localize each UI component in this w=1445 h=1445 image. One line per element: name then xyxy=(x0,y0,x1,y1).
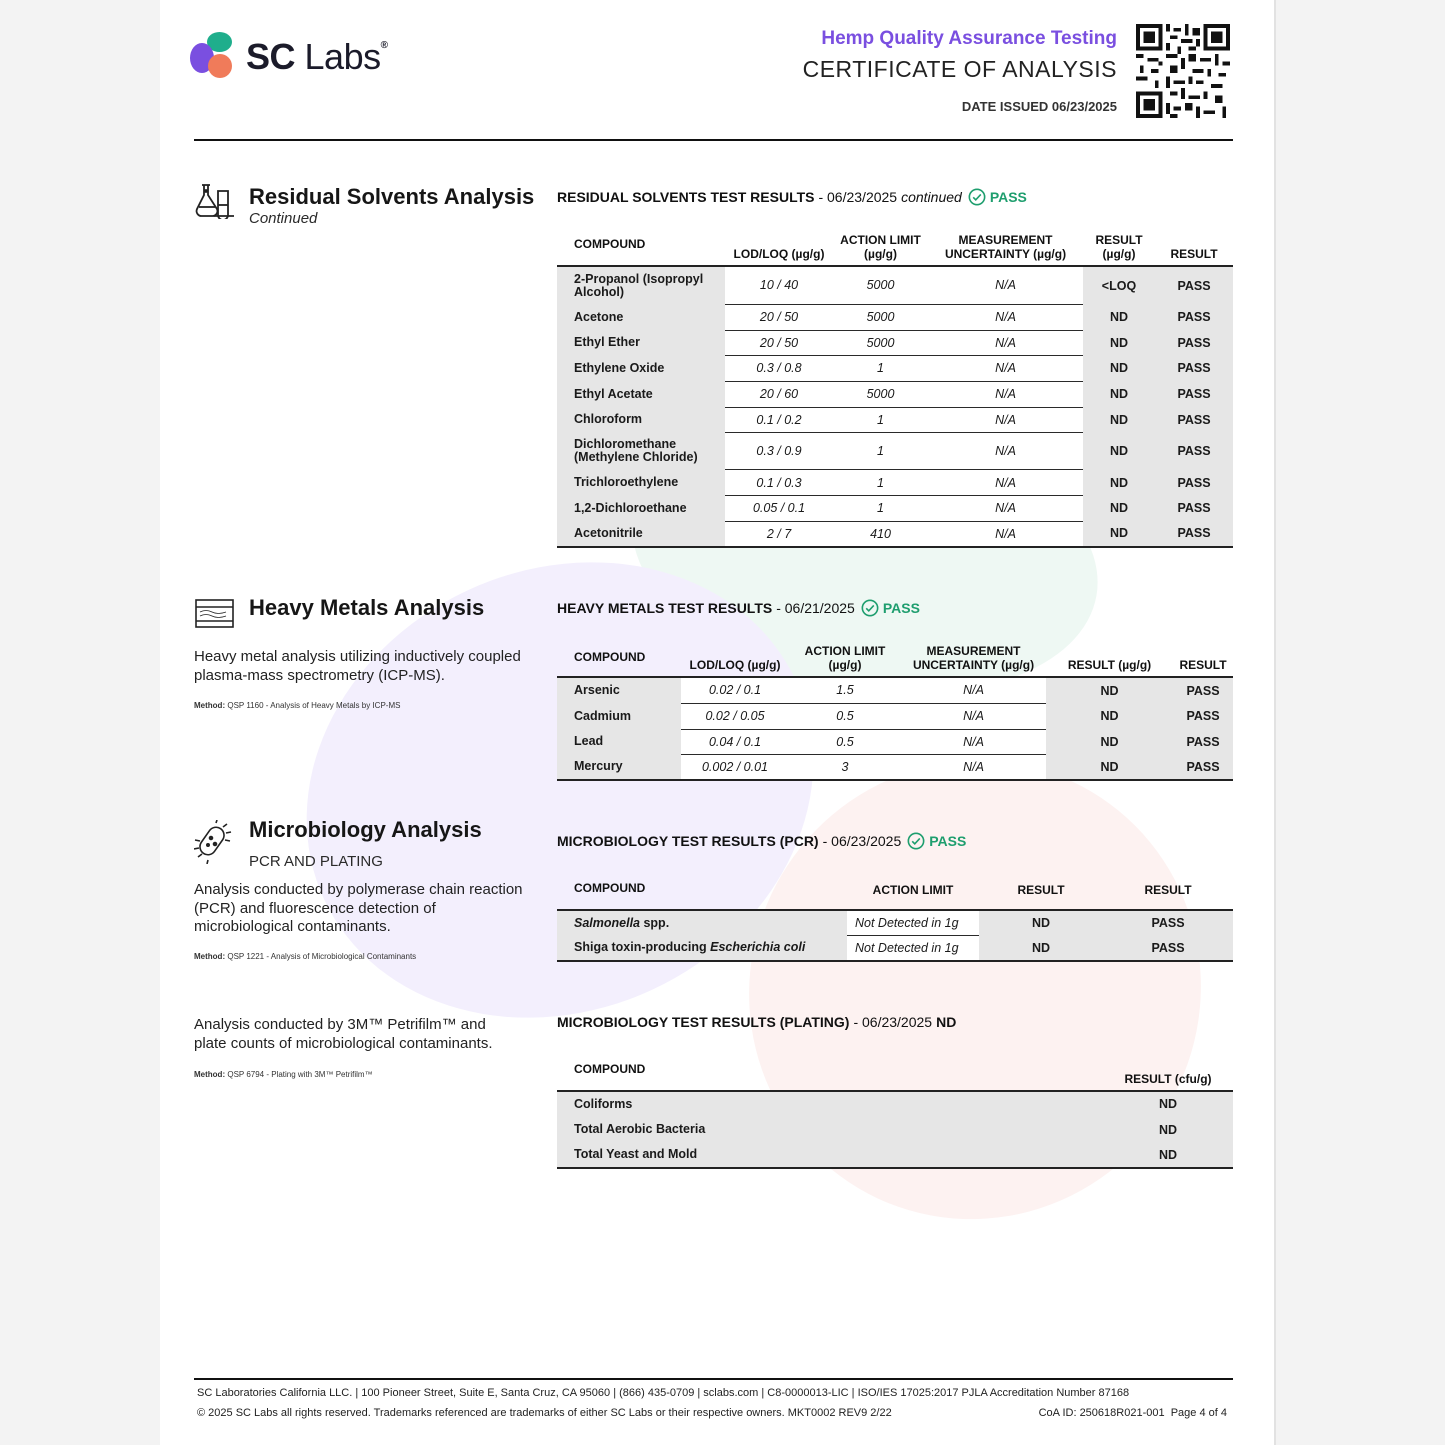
col-action-limit: ACTION LIMIT xyxy=(872,882,954,897)
table-row xyxy=(557,677,1233,703)
action-limit-value: 0.5 xyxy=(789,729,901,755)
date-issued: DATE ISSUED 06/23/2025 xyxy=(961,99,1117,114)
metal-sheet-icon xyxy=(194,598,236,630)
table-row xyxy=(557,1091,1233,1117)
logo-dot-orange xyxy=(208,54,232,78)
result-status: PASS xyxy=(1155,381,1233,407)
table-row xyxy=(557,407,1233,433)
micro-description: Analysis conducted by polymerase chain reaction (PCR) and fluorescence detection of microbiological contaminants. xyxy=(194,881,523,935)
result-value: ND xyxy=(1103,1091,1233,1117)
result-value: ND xyxy=(1083,356,1155,382)
result-status: PASS xyxy=(1155,496,1233,522)
residual-table-date: - 06/23/2025 xyxy=(818,189,898,205)
result-value: ND xyxy=(1083,407,1155,433)
metals-title: Heavy Metals Analysis xyxy=(249,595,485,620)
micro-title: Microbiology Analysis xyxy=(249,817,482,842)
residual-title: Residual Solvents Analysis xyxy=(249,184,535,209)
coa-id: CoA ID: 250618R021-001 xyxy=(1038,1407,1165,1419)
compound-name: Chloroform xyxy=(557,407,725,433)
action-limit-value: 1 xyxy=(833,407,928,433)
micro-subtitle: PCR AND PLATING xyxy=(249,853,383,870)
footer-company-line: SC Laboratories California LLC. | 100 Pioneer Street, Suite E, Santa Cruz, CA 95060 | (866) 435-0709 | sclabs.com | C8-0000013-LIC | ISO/IES 17025:2017 PJLA Accreditation Number 87168 xyxy=(197,1387,1130,1399)
micro-method xyxy=(194,952,416,961)
table-row xyxy=(557,266,1233,304)
lod-loq-value: 0.3 / 0.8 xyxy=(725,356,833,382)
lod-loq-value: 20 / 60 xyxy=(725,381,833,407)
metals-table-title xyxy=(557,599,920,617)
pcr-table-heading: MICROBIOLOGY TEST RESULTS (PCR) xyxy=(557,833,819,849)
table-row xyxy=(557,330,1233,356)
pcr-status: PASS xyxy=(929,833,967,849)
uncertainty-value: N/A xyxy=(901,729,1046,755)
lod-loq-value: 0.02 / 0.1 xyxy=(681,677,789,703)
action-limit-value: 5000 xyxy=(833,266,928,304)
compound-name: 2-Propanol (Isopropyl Alcohol) xyxy=(557,266,725,304)
action-limit-value: Not Detected in 1g xyxy=(847,936,979,962)
lod-loq-value: 0.04 / 0.1 xyxy=(681,729,789,755)
lod-loq-value: 0.02 / 0.05 xyxy=(681,703,789,729)
action-limit-value: 5000 xyxy=(833,381,928,407)
result-value: ND xyxy=(1103,1142,1233,1168)
table-row xyxy=(557,381,1233,407)
table-row xyxy=(557,356,1233,382)
bacteria-icon xyxy=(194,820,234,864)
table-row xyxy=(557,729,1233,755)
compound-name: Cadmium xyxy=(557,703,681,729)
plating-status: ND xyxy=(936,1014,957,1030)
compound-name: Arsenic xyxy=(557,677,681,703)
col-compound: COMPOUND xyxy=(574,1062,646,1076)
footer-divider xyxy=(194,1378,1233,1380)
col-uncertainty: MEASUREMENT UNCERTAINTY (µg/g) xyxy=(944,233,1067,261)
compound-name-italic: Escherichia coli xyxy=(710,940,806,955)
col-result-value: RESULT (µg/g) xyxy=(1095,233,1143,261)
check-circle-icon xyxy=(968,188,986,206)
lod-loq-value: 20 / 50 xyxy=(725,304,833,330)
plating-method-text: QSP 6794 - Plating with 3M™ Petrifilm™ xyxy=(227,1070,373,1079)
result-value: ND xyxy=(1083,496,1155,522)
footer-copyright: © 2025 SC Labs all rights reserved. Trademarks referenced are trademarks of either SC Labs or their respective owners. MKT0002 REV9 2/22 xyxy=(197,1407,892,1419)
uncertainty-value: N/A xyxy=(901,703,1046,729)
uncertainty-value: N/A xyxy=(901,677,1046,703)
table-row xyxy=(557,755,1233,781)
lod-loq-value: 10 / 40 xyxy=(725,266,833,304)
header-divider xyxy=(194,139,1233,141)
col-compound: COMPOUND xyxy=(574,649,646,664)
result-status: PASS xyxy=(1155,433,1233,470)
col-lod-loq: LOD/LOQ (µg/g) xyxy=(689,658,781,672)
page-number: Page 4 of 4 xyxy=(1170,1407,1227,1419)
logo-labs: Labs xyxy=(304,36,381,77)
uncertainty-value: N/A xyxy=(928,266,1083,304)
uncertainty-value: N/A xyxy=(901,755,1046,781)
plating-method xyxy=(194,1070,373,1079)
result-value: ND xyxy=(1083,433,1155,470)
col-result-cfu: RESULT (cfu/g) xyxy=(1124,1072,1212,1086)
col-lod-loq: LOD/LOQ (µg/g) xyxy=(733,247,825,261)
result-status: PASS xyxy=(1155,470,1233,496)
residual-table-heading: RESIDUAL SOLVENTS TEST RESULTS xyxy=(557,189,815,205)
uncertainty-value: N/A xyxy=(928,330,1083,356)
compound-name: Trichloroethylene xyxy=(557,470,725,496)
action-limit-value: 410 xyxy=(833,521,928,547)
page-edge xyxy=(1274,0,1276,1445)
col-result-value: RESULT xyxy=(1017,882,1065,897)
result-status: PASS xyxy=(1103,936,1233,962)
col-compound: COMPOUND xyxy=(574,880,646,895)
result-status: PASS xyxy=(1155,266,1233,304)
lod-loq-value: 20 / 50 xyxy=(725,330,833,356)
result-value: ND xyxy=(979,910,1103,936)
qr-code-icon[interactable] xyxy=(1136,24,1230,118)
action-limit-value: Not Detected in 1g xyxy=(847,910,979,936)
compound-name-suffix: spp. xyxy=(640,915,670,930)
compound-name xyxy=(557,910,847,936)
plating-table-title xyxy=(557,1014,956,1030)
table-row xyxy=(557,1142,1233,1168)
flask-icon xyxy=(194,181,236,219)
compound-name: Coliforms xyxy=(557,1091,1103,1117)
compound-name: Acetonitrile xyxy=(557,521,725,547)
compound-name: 1,2-Dichloroethane xyxy=(557,496,725,522)
lod-loq-value: 0.3 / 0.9 xyxy=(725,433,833,470)
uncertainty-value: N/A xyxy=(928,496,1083,522)
result-value: ND xyxy=(1046,755,1173,781)
col-result: RESULT xyxy=(1144,882,1192,897)
result-status: PASS xyxy=(1155,521,1233,547)
uncertainty-value: N/A xyxy=(928,407,1083,433)
plating-description: Analysis conducted by 3M™ Petrifilm™ and plate counts of microbiological contaminants. xyxy=(194,1016,493,1052)
action-limit-value: 5000 xyxy=(833,304,928,330)
compound-name: Total Yeast and Mold xyxy=(557,1142,1103,1168)
result-value: ND xyxy=(1083,521,1155,547)
table-row xyxy=(557,703,1233,729)
residual-table-title xyxy=(557,188,1027,206)
col-result-value: RESULT (µg/g) xyxy=(1067,658,1152,672)
table-row xyxy=(557,496,1233,522)
pcr-table xyxy=(557,870,1233,962)
result-value: ND xyxy=(979,936,1103,962)
metals-description: Heavy metal analysis utilizing inductively coupled plasma-mass spectrometry (ICP-MS). xyxy=(194,648,521,684)
uncertainty-value: N/A xyxy=(928,470,1083,496)
action-limit-value: 5000 xyxy=(833,330,928,356)
table-row xyxy=(557,1117,1233,1143)
col-uncertainty: MEASUREMENT UNCERTAINTY (µg/g) xyxy=(912,644,1035,672)
lod-loq-value: 0.002 / 0.01 xyxy=(681,755,789,781)
pcr-table-date: - 06/23/2025 xyxy=(822,833,902,849)
table-row xyxy=(557,936,1233,962)
compound-name: Total Aerobic Bacteria xyxy=(557,1117,1103,1143)
result-status: PASS xyxy=(1173,703,1233,729)
table-row xyxy=(557,433,1233,470)
micro-method-text: QSP 1221 - Analysis of Microbiological Contaminants xyxy=(227,952,417,961)
plating-method-label: Method: xyxy=(194,1070,226,1079)
pcr-table-title xyxy=(557,832,966,850)
metals-table-date: - 06/21/2025 xyxy=(776,600,855,616)
uncertainty-value: N/A xyxy=(928,381,1083,407)
compound-name: Ethyl Acetate xyxy=(557,381,725,407)
plating-table-heading: MICROBIOLOGY TEST RESULTS (PLATING) xyxy=(557,1014,850,1030)
uncertainty-value: N/A xyxy=(928,356,1083,382)
col-result: RESULT xyxy=(1170,247,1218,261)
residual-subtitle: Continued xyxy=(249,210,318,227)
result-value: ND xyxy=(1083,304,1155,330)
result-value: ND xyxy=(1083,470,1155,496)
residual-table-continued: continued xyxy=(901,189,962,205)
heavy-metals-table xyxy=(557,641,1233,781)
action-limit-value: 1 xyxy=(833,356,928,382)
micro-method-label: Method: xyxy=(194,952,226,961)
uncertainty-value: N/A xyxy=(928,521,1083,547)
table-row xyxy=(557,521,1233,547)
residual-status: PASS xyxy=(989,189,1027,205)
lod-loq-value: 0.1 / 0.3 xyxy=(725,470,833,496)
metals-method xyxy=(194,701,400,710)
check-circle-icon xyxy=(861,599,879,617)
compound-name: Ethyl Ether xyxy=(557,330,725,356)
uncertainty-value: N/A xyxy=(928,304,1083,330)
result-value: ND xyxy=(1083,330,1155,356)
result-status: PASS xyxy=(1173,677,1233,703)
compound-name xyxy=(557,936,847,962)
action-limit-value: 1.5 xyxy=(789,677,901,703)
compound-name: Ethylene Oxide xyxy=(557,356,725,382)
col-compound: COMPOUND xyxy=(574,236,646,251)
table-row xyxy=(557,304,1233,330)
lod-loq-value: 0.1 / 0.2 xyxy=(725,407,833,433)
result-status: PASS xyxy=(1173,755,1233,781)
header-title: CERTIFICATE OF ANALYSIS xyxy=(802,56,1117,82)
result-status: PASS xyxy=(1155,407,1233,433)
logo-registered: ® xyxy=(380,40,388,51)
action-limit-value: 1 xyxy=(833,433,928,470)
logo-sc: SC xyxy=(246,36,296,77)
lod-loq-value: 0.05 / 0.1 xyxy=(725,496,833,522)
result-value: ND xyxy=(1083,381,1155,407)
table-row xyxy=(557,910,1233,936)
metals-method-label: Method: xyxy=(194,701,226,710)
metals-table-heading: HEAVY METALS TEST RESULTS xyxy=(557,600,773,616)
check-circle-icon xyxy=(907,832,925,850)
result-value: <LOQ xyxy=(1083,266,1155,304)
action-limit-value: 1 xyxy=(833,496,928,522)
compound-name: Lead xyxy=(557,729,681,755)
compound-name-italic: Salmonella xyxy=(574,915,640,930)
coa-page xyxy=(160,0,1276,1445)
result-status: PASS xyxy=(1155,356,1233,382)
col-result: RESULT xyxy=(1179,658,1227,672)
result-status: PASS xyxy=(1103,910,1233,936)
plating-table-date: - 06/23/2025 xyxy=(853,1014,933,1030)
metals-method-text: QSP 1160 - Analysis of Heavy Metals by ICP-MS xyxy=(227,701,401,710)
plating-table xyxy=(557,1052,1233,1169)
residual-solvents-table xyxy=(557,226,1233,548)
result-status: PASS xyxy=(1155,330,1233,356)
action-limit-value: 1 xyxy=(833,470,928,496)
result-status: PASS xyxy=(1173,729,1233,755)
action-limit-value: 3 xyxy=(789,755,901,781)
col-action-limit: ACTION LIMIT (µg/g) xyxy=(804,644,886,672)
footer-coa-page xyxy=(1039,1407,1227,1419)
result-status: PASS xyxy=(1155,304,1233,330)
result-value: ND xyxy=(1046,729,1173,755)
result-value: ND xyxy=(1103,1117,1233,1143)
compound-name: Acetone xyxy=(557,304,725,330)
uncertainty-value: N/A xyxy=(928,433,1083,470)
compound-name: Mercury xyxy=(557,755,681,781)
logo-wordmark xyxy=(246,36,387,78)
metals-status: PASS xyxy=(882,600,920,616)
action-limit-value: 0.5 xyxy=(789,703,901,729)
compound-name: Dichloromethane (Methylene Chloride) xyxy=(557,433,725,470)
col-action-limit: ACTION LIMIT (µg/g) xyxy=(840,233,921,261)
result-value: ND xyxy=(1046,677,1173,703)
compound-name-prefix: Shiga toxin-producing xyxy=(574,940,711,955)
header-subtitle: Hemp Quality Assurance Testing xyxy=(821,28,1117,49)
lod-loq-value: 2 / 7 xyxy=(725,521,833,547)
result-value: ND xyxy=(1046,703,1173,729)
table-row xyxy=(557,470,1233,496)
